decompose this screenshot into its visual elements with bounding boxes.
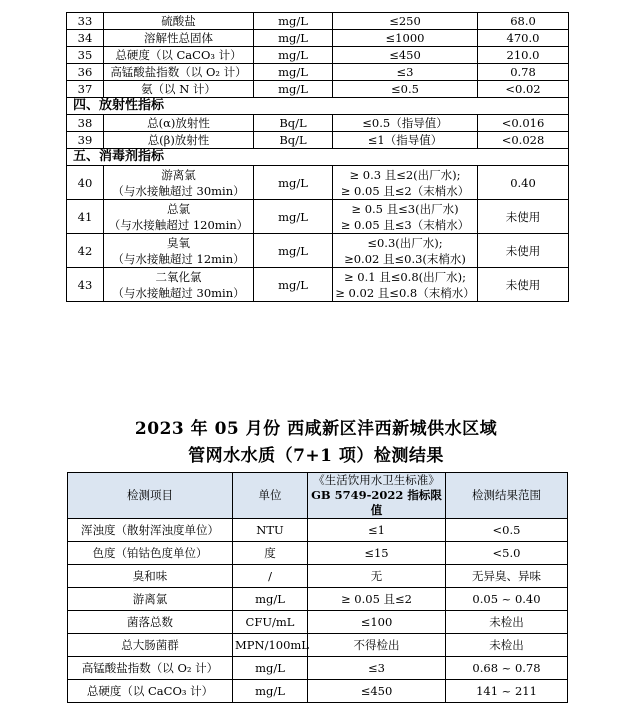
table-row xyxy=(68,680,568,703)
unit: mg/L xyxy=(254,47,333,64)
unit: mg/L xyxy=(254,13,333,30)
limit: ≤15 xyxy=(308,542,446,565)
row-number: 38 xyxy=(67,115,104,132)
unit: 度 xyxy=(233,542,308,565)
unit: mg/L xyxy=(254,81,333,98)
test-item xyxy=(104,200,254,234)
test-item: 总大肠菌群 xyxy=(68,634,233,657)
row-number: 33 xyxy=(67,13,104,30)
row-number: 37 xyxy=(67,81,104,98)
table-row xyxy=(68,588,568,611)
result: 68.0 xyxy=(478,13,569,30)
row-number: 34 xyxy=(67,30,104,47)
limit xyxy=(333,234,478,268)
report-title-line-1: 2023 年 05 月份 西咸新区沣西新城供水区域 xyxy=(134,419,498,439)
result-range: 0.68 ~ 0.78 xyxy=(446,657,568,680)
test-item: 总硬度（以 CaCO₃ 计） xyxy=(104,47,254,64)
result: <0.016 xyxy=(478,115,569,132)
item-name: 二氧化氯 xyxy=(155,269,202,284)
table-row xyxy=(67,81,569,98)
table-row xyxy=(68,519,568,542)
item-name: 臭氧 xyxy=(167,235,190,250)
limit: ≤250 xyxy=(333,13,478,30)
result-range: 141 ~ 211 xyxy=(446,680,568,703)
section-title-disinfectant: 五、消毒剂指标 xyxy=(67,149,569,166)
result-range: 未检出 xyxy=(446,634,568,657)
table-row xyxy=(68,542,568,565)
test-item: 氨（以 N 计） xyxy=(104,81,254,98)
test-item: 游离氯 xyxy=(68,588,233,611)
test-item xyxy=(104,234,254,268)
table-row xyxy=(68,634,568,657)
limit: 无 xyxy=(308,565,446,588)
limit xyxy=(333,200,478,234)
report-title-line-2: 管网水水质（7+1 项）检测结果 xyxy=(188,446,444,466)
unit: mg/L xyxy=(233,657,308,680)
test-item: 硫酸盐 xyxy=(104,13,254,30)
unit: CFU/mL xyxy=(233,611,308,634)
result-range: 未检出 xyxy=(446,611,568,634)
limit: ≤450 xyxy=(333,47,478,64)
result: 470.0 xyxy=(478,30,569,47)
limit: ≤1（指导值） xyxy=(333,132,478,149)
item-name: 游离氯 xyxy=(161,167,196,182)
header-limit-line-2: GB 5749-2022 指标限值 xyxy=(311,488,442,517)
test-item: 高锰酸盐指数（以 O₂ 计） xyxy=(104,64,254,81)
row-number: 41 xyxy=(67,200,104,234)
limit: ≤3 xyxy=(333,64,478,81)
row-number: 35 xyxy=(67,47,104,64)
table-row xyxy=(68,657,568,680)
unit: mg/L xyxy=(254,64,333,81)
test-item: 高锰酸盐指数（以 O₂ 计） xyxy=(68,657,233,680)
limit: ≤1 xyxy=(308,519,446,542)
table-row xyxy=(67,13,569,30)
limit: ≤3 xyxy=(308,657,446,680)
row-number: 36 xyxy=(67,64,104,81)
limit: ≤0.5（指导值） xyxy=(333,115,478,132)
table-row xyxy=(67,166,569,200)
header-unit: 单位 xyxy=(233,473,308,519)
table-row xyxy=(67,115,569,132)
result-range: 0.05 ~ 0.40 xyxy=(446,588,568,611)
unit: NTU xyxy=(233,519,308,542)
row-number: 40 xyxy=(67,166,104,200)
result: 未使用 xyxy=(478,268,569,302)
limit: ≤100 xyxy=(308,611,446,634)
limit xyxy=(333,268,478,302)
limit-line-1: ≥ 0.5 且≤3(出厂水) xyxy=(351,201,459,216)
header-test-item: 检测项目 xyxy=(68,473,233,519)
result: 0.78 xyxy=(478,64,569,81)
limit-line-2: ≥0.02 且≤0.3(末梢水) xyxy=(344,251,466,266)
table-row xyxy=(67,47,569,64)
header-result-range: 检测结果范围 xyxy=(446,473,568,519)
test-item: 浑浊度（散射浑浊度单位） xyxy=(68,519,233,542)
section-header-row xyxy=(67,98,569,115)
limit-line-1: ≥ 0.1 且≤0.8(出厂水); xyxy=(343,269,466,284)
item-name: 总氯 xyxy=(167,201,190,216)
limit: ≤450 xyxy=(308,680,446,703)
test-item: 总(α)放射性 xyxy=(104,115,254,132)
limit-line-1: ≤0.3(出厂水); xyxy=(367,235,443,250)
limit: ≥ 0.05 且≤2 xyxy=(308,588,446,611)
limit-line-2: ≥ 0.02 且≤0.8（末梢水） xyxy=(335,285,475,300)
network-water-results-table xyxy=(67,472,568,703)
table-row xyxy=(67,64,569,81)
section-title-radioactivity: 四、放射性指标 xyxy=(67,98,569,115)
header-row xyxy=(68,473,568,519)
row-number: 43 xyxy=(67,268,104,302)
result: 0.40 xyxy=(478,166,569,200)
unit: mg/L xyxy=(254,200,333,234)
table-row xyxy=(67,200,569,234)
limit: ≤0.5 xyxy=(333,81,478,98)
item-note: （与水接触超过 30min） xyxy=(112,285,245,300)
item-note: （与水接触超过 120min） xyxy=(108,217,249,232)
unit: / xyxy=(233,565,308,588)
test-item xyxy=(104,166,254,200)
result: 未使用 xyxy=(478,234,569,268)
section-header-row xyxy=(67,149,569,166)
unit: mg/L xyxy=(254,268,333,302)
test-item: 总硬度（以 CaCO₃ 计） xyxy=(68,680,233,703)
unit: mg/L xyxy=(233,588,308,611)
limit-line-2: ≥ 0.05 且≤3（末梢水） xyxy=(340,217,470,232)
row-number: 39 xyxy=(67,132,104,149)
result: <0.028 xyxy=(478,132,569,149)
table-row xyxy=(67,234,569,268)
result-range: 无异臭、异味 xyxy=(446,565,568,588)
item-note: （与水接触超过 12min） xyxy=(112,251,245,266)
table-row xyxy=(68,611,568,634)
row-number: 42 xyxy=(67,234,104,268)
header-limit-line-1: 《生活饮用水卫生标准》 xyxy=(313,473,440,487)
result: <0.02 xyxy=(478,81,569,98)
unit: Bq/L xyxy=(254,115,333,132)
result-range: <0.5 xyxy=(446,519,568,542)
test-item: 色度（铂钴色度单位） xyxy=(68,542,233,565)
unit: MPN/100mL xyxy=(233,634,308,657)
test-item: 总(β)放射性 xyxy=(104,132,254,149)
unit: Bq/L xyxy=(254,132,333,149)
limit xyxy=(333,166,478,200)
result-range: <5.0 xyxy=(446,542,568,565)
test-item: 溶解性总固体 xyxy=(104,30,254,47)
limit-line-2: ≥ 0.05 且≤2（末梢水） xyxy=(340,183,470,198)
test-item: 菌落总数 xyxy=(68,611,233,634)
limit-line-1: ≥ 0.3 且≤2(出厂水); xyxy=(349,167,461,182)
unit: mg/L xyxy=(254,234,333,268)
table-row xyxy=(67,268,569,302)
unit: mg/L xyxy=(254,166,333,200)
header-limit xyxy=(308,473,446,519)
table-row xyxy=(67,30,569,47)
limit: 不得检出 xyxy=(308,634,446,657)
result: 未使用 xyxy=(478,200,569,234)
test-item: 臭和味 xyxy=(68,565,233,588)
item-note: （与水接触超过 30min） xyxy=(112,183,245,198)
table-row xyxy=(68,565,568,588)
results-table-continued xyxy=(66,12,569,302)
unit: mg/L xyxy=(254,30,333,47)
result: 210.0 xyxy=(478,47,569,64)
table-row xyxy=(67,132,569,149)
unit: mg/L xyxy=(233,680,308,703)
test-item xyxy=(104,268,254,302)
limit: ≤1000 xyxy=(333,30,478,47)
